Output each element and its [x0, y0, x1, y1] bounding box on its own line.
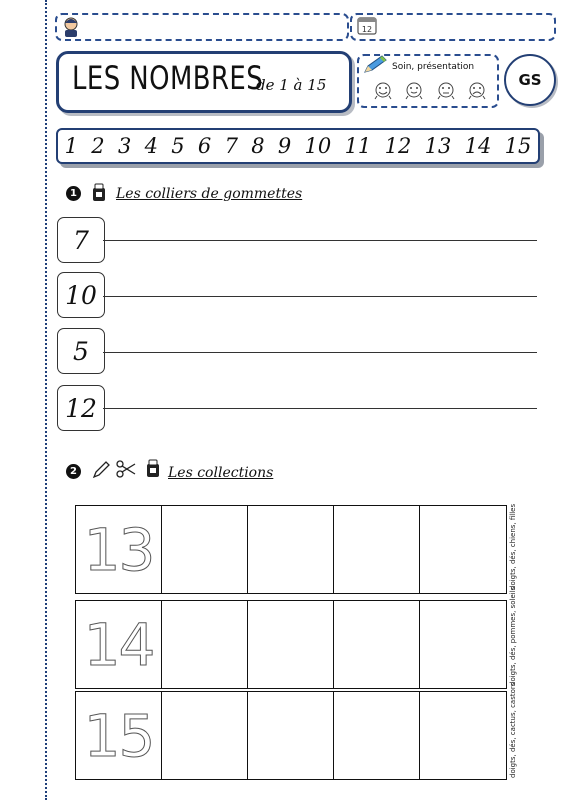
- collection-cell[interactable]: [334, 692, 420, 779]
- number-box: 5: [57, 328, 105, 374]
- date-field[interactable]: [350, 13, 556, 41]
- collection-cell[interactable]: [334, 601, 420, 688]
- collection-cell[interactable]: [162, 692, 248, 779]
- smiley-icon[interactable]: [373, 80, 393, 100]
- strip-number: 12: [384, 134, 412, 158]
- answer-line[interactable]: [103, 296, 537, 297]
- collection-cell[interactable]: [420, 692, 506, 779]
- traced-number[interactable]: 14: [76, 601, 162, 688]
- number-strip: [56, 128, 540, 164]
- calendar-day: 12: [361, 25, 373, 34]
- level-badge: GS: [504, 54, 556, 106]
- name-field[interactable]: [55, 13, 349, 41]
- traced-number[interactable]: 13: [76, 506, 162, 593]
- section2-title: Les collections: [168, 465, 274, 481]
- collection-cell[interactable]: [162, 601, 248, 688]
- answer-line[interactable]: [103, 352, 537, 353]
- collection-hint: doigts, dés, chiens, filles: [509, 503, 517, 590]
- pencil-icon: [91, 459, 111, 479]
- section2-bullet: 2: [66, 464, 81, 479]
- collection-hint: doigts, dés, pommes, soleils: [509, 586, 517, 686]
- strip-number: 4: [144, 134, 158, 158]
- strip-number: 14: [464, 134, 492, 158]
- pencil-icon: [362, 54, 390, 76]
- strip-number: 8: [251, 134, 265, 158]
- section1-title: Les colliers de gommettes: [116, 186, 303, 202]
- page-title: LES NOMBRES: [72, 59, 264, 97]
- number-box: 7: [57, 217, 105, 263]
- smiley-icon[interactable]: [404, 80, 424, 100]
- glue-pot-icon: [90, 182, 108, 202]
- strip-number: 15: [504, 134, 532, 158]
- collection-cell[interactable]: [420, 601, 506, 688]
- calendar-icon: [357, 15, 377, 35]
- kid-icon: [60, 15, 82, 37]
- strip-number: 13: [424, 134, 452, 158]
- strip-number: 11: [344, 134, 372, 158]
- collection-cell[interactable]: [248, 506, 334, 593]
- collection-cell[interactable]: [162, 506, 248, 593]
- scissors-icon: [115, 459, 137, 479]
- strip-number: 2: [91, 134, 105, 158]
- glue-pot-icon: [144, 458, 162, 478]
- collection-row: [75, 600, 507, 689]
- number-box: 12: [57, 385, 105, 431]
- collection-row: [75, 691, 507, 780]
- strip-number: 6: [197, 134, 212, 158]
- strip-number: 7: [224, 134, 238, 158]
- strip-number: 3: [117, 134, 132, 158]
- smiley-rating: [367, 80, 493, 102]
- care-label: Soin, présentation: [392, 62, 475, 72]
- collection-cell[interactable]: [420, 506, 506, 593]
- smiley-icon[interactable]: [467, 80, 487, 100]
- collection-hint: doigts, dés, cactus, castors: [509, 682, 517, 778]
- collection-cell[interactable]: [334, 506, 420, 593]
- collection-cell[interactable]: [248, 601, 334, 688]
- collection-cell[interactable]: [248, 692, 334, 779]
- number-box: 10: [57, 272, 105, 318]
- strip-number: 1: [64, 134, 79, 158]
- section1-bullet: 1: [66, 186, 81, 201]
- smiley-icon[interactable]: [436, 80, 456, 100]
- margin-dotted-line: [45, 0, 47, 800]
- answer-line[interactable]: [103, 408, 537, 409]
- strip-number: 5: [171, 134, 185, 158]
- answer-line[interactable]: [103, 240, 537, 241]
- collection-row: [75, 505, 507, 594]
- traced-number[interactable]: 15: [76, 692, 162, 779]
- strip-number: 9: [277, 134, 292, 158]
- page-subtitle: de 1 à 15: [256, 76, 327, 94]
- strip-number: 10: [304, 134, 332, 158]
